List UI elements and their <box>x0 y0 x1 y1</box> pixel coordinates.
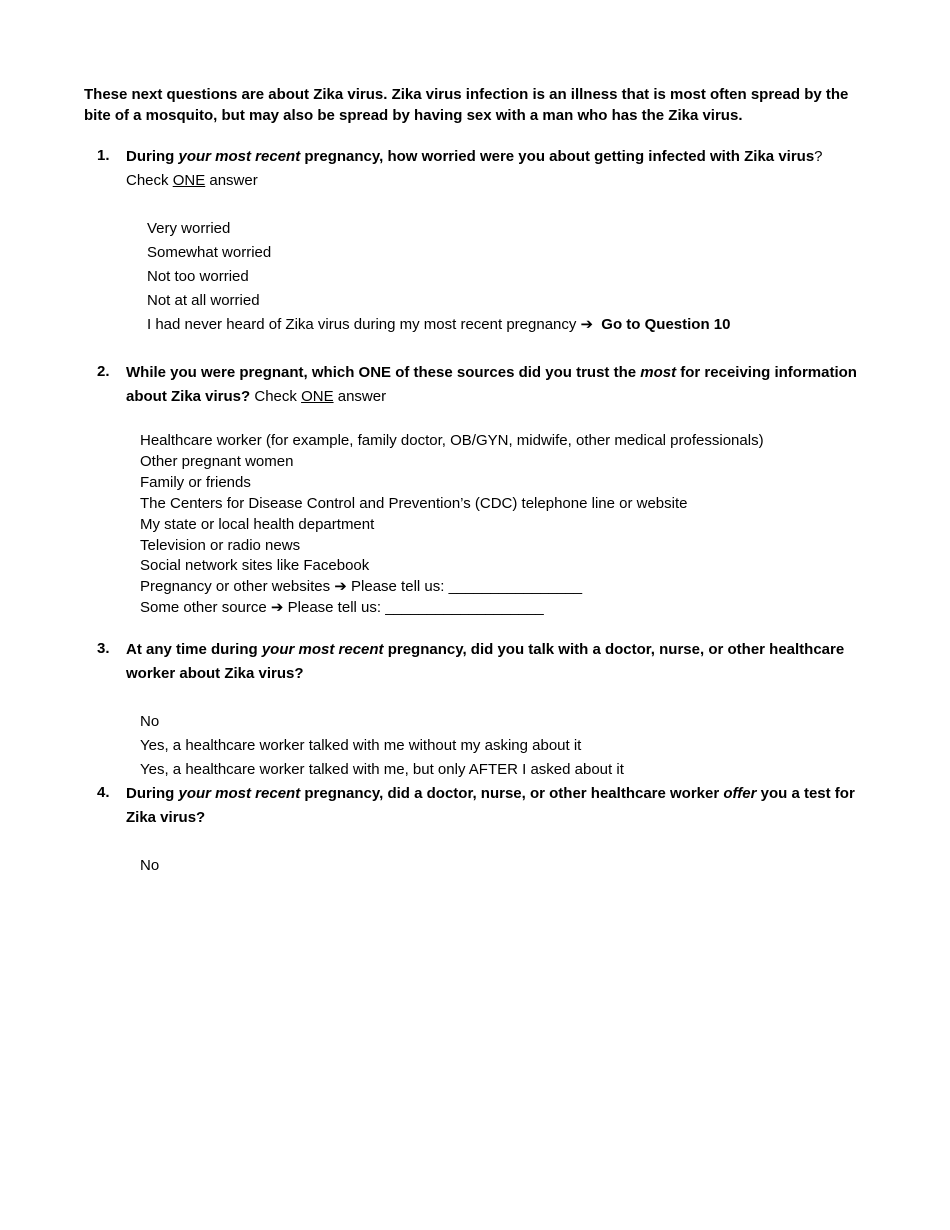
q2-option-health-department[interactable]: My state or local health department <box>140 516 375 533</box>
intro-paragraph: These next questions are about Zika virus. Zika virus infection is an illness that is most often spread by the bite of a mosquito, but may also be spread by having sex with a man who has the Zika virus. <box>84 86 849 124</box>
q2-option-cdc[interactable]: The Centers for Disease Control and Prevention’s (CDC) telephone line or website <box>140 495 688 512</box>
please-tell-us-websites[interactable]: Please tell us: ________________ <box>346 578 583 595</box>
arrow-right-icon: ➔ <box>580 316 594 333</box>
question-2-number: 2. <box>97 363 110 380</box>
question-3-number: 3. <box>97 640 110 657</box>
please-tell-us-other[interactable]: Please tell us: ___________________ <box>283 599 544 616</box>
q2-option-other-source[interactable]: Some other source ➔ Please tell us: ___________________ <box>140 599 544 616</box>
question-2-text: While you were pregnant, which ONE of these sources did you trust the most for receiving information about Zika virus? Check ONE answer <box>126 364 857 405</box>
q1-option-not-at-all-worried[interactable]: Not at all worried <box>147 292 260 309</box>
q2-option-family-friends[interactable]: Family or friends <box>140 474 251 491</box>
arrow-right-icon: ➔ <box>334 578 347 595</box>
q3-option-yes-after-asking[interactable]: Yes, a healthcare worker talked with me, but only AFTER I asked about it <box>140 761 624 778</box>
question-4-text: During your most recent pregnancy, did a doctor, nurse, or other healthcare worker offer you a test for Zika virus? <box>126 785 855 826</box>
q2-option-websites[interactable]: Pregnancy or other websites ➔ Please tell us: ________________ <box>140 578 583 595</box>
question-3-text: At any time during your most recent pregnancy, did you talk with a doctor, nurse, or other healthcare worker about Zika virus? <box>126 641 845 682</box>
question-4-number: 4. <box>97 784 110 801</box>
q2-option-healthcare-worker[interactable]: Healthcare worker (for example, family doctor, OB/GYN, midwife, other medical professionals) <box>140 432 764 449</box>
q2-option-tv-radio[interactable]: Television or radio news <box>140 537 301 554</box>
q4-option-no[interactable]: No <box>140 857 160 874</box>
q1-option-somewhat-worried[interactable]: Somewhat worried <box>147 244 272 261</box>
goto-instruction: Go to Question 10 <box>601 316 731 333</box>
question-1-number: 1. <box>97 147 110 164</box>
q1-option-not-too-worried[interactable]: Not too worried <box>147 268 249 285</box>
q3-option-yes-without-asking[interactable]: Yes, a healthcare worker talked with me without my asking about it <box>140 737 582 754</box>
question-1-text: During your most recent pregnancy, how worried were you about getting infected with Zika virus? Check ONE answer <box>126 148 823 189</box>
q2-option-other-pregnant-women[interactable]: Other pregnant women <box>140 453 294 470</box>
q1-option-never-heard[interactable]: I had never heard of Zika virus during my most recent pregnancy ➔ Go to Question 10 <box>147 316 731 333</box>
q1-option-very-worried[interactable]: Very worried <box>147 220 231 237</box>
arrow-right-icon: ➔ <box>270 599 284 616</box>
q3-option-no[interactable]: No <box>140 713 160 730</box>
q2-option-social-network[interactable]: Social network sites like Facebook <box>140 557 370 574</box>
